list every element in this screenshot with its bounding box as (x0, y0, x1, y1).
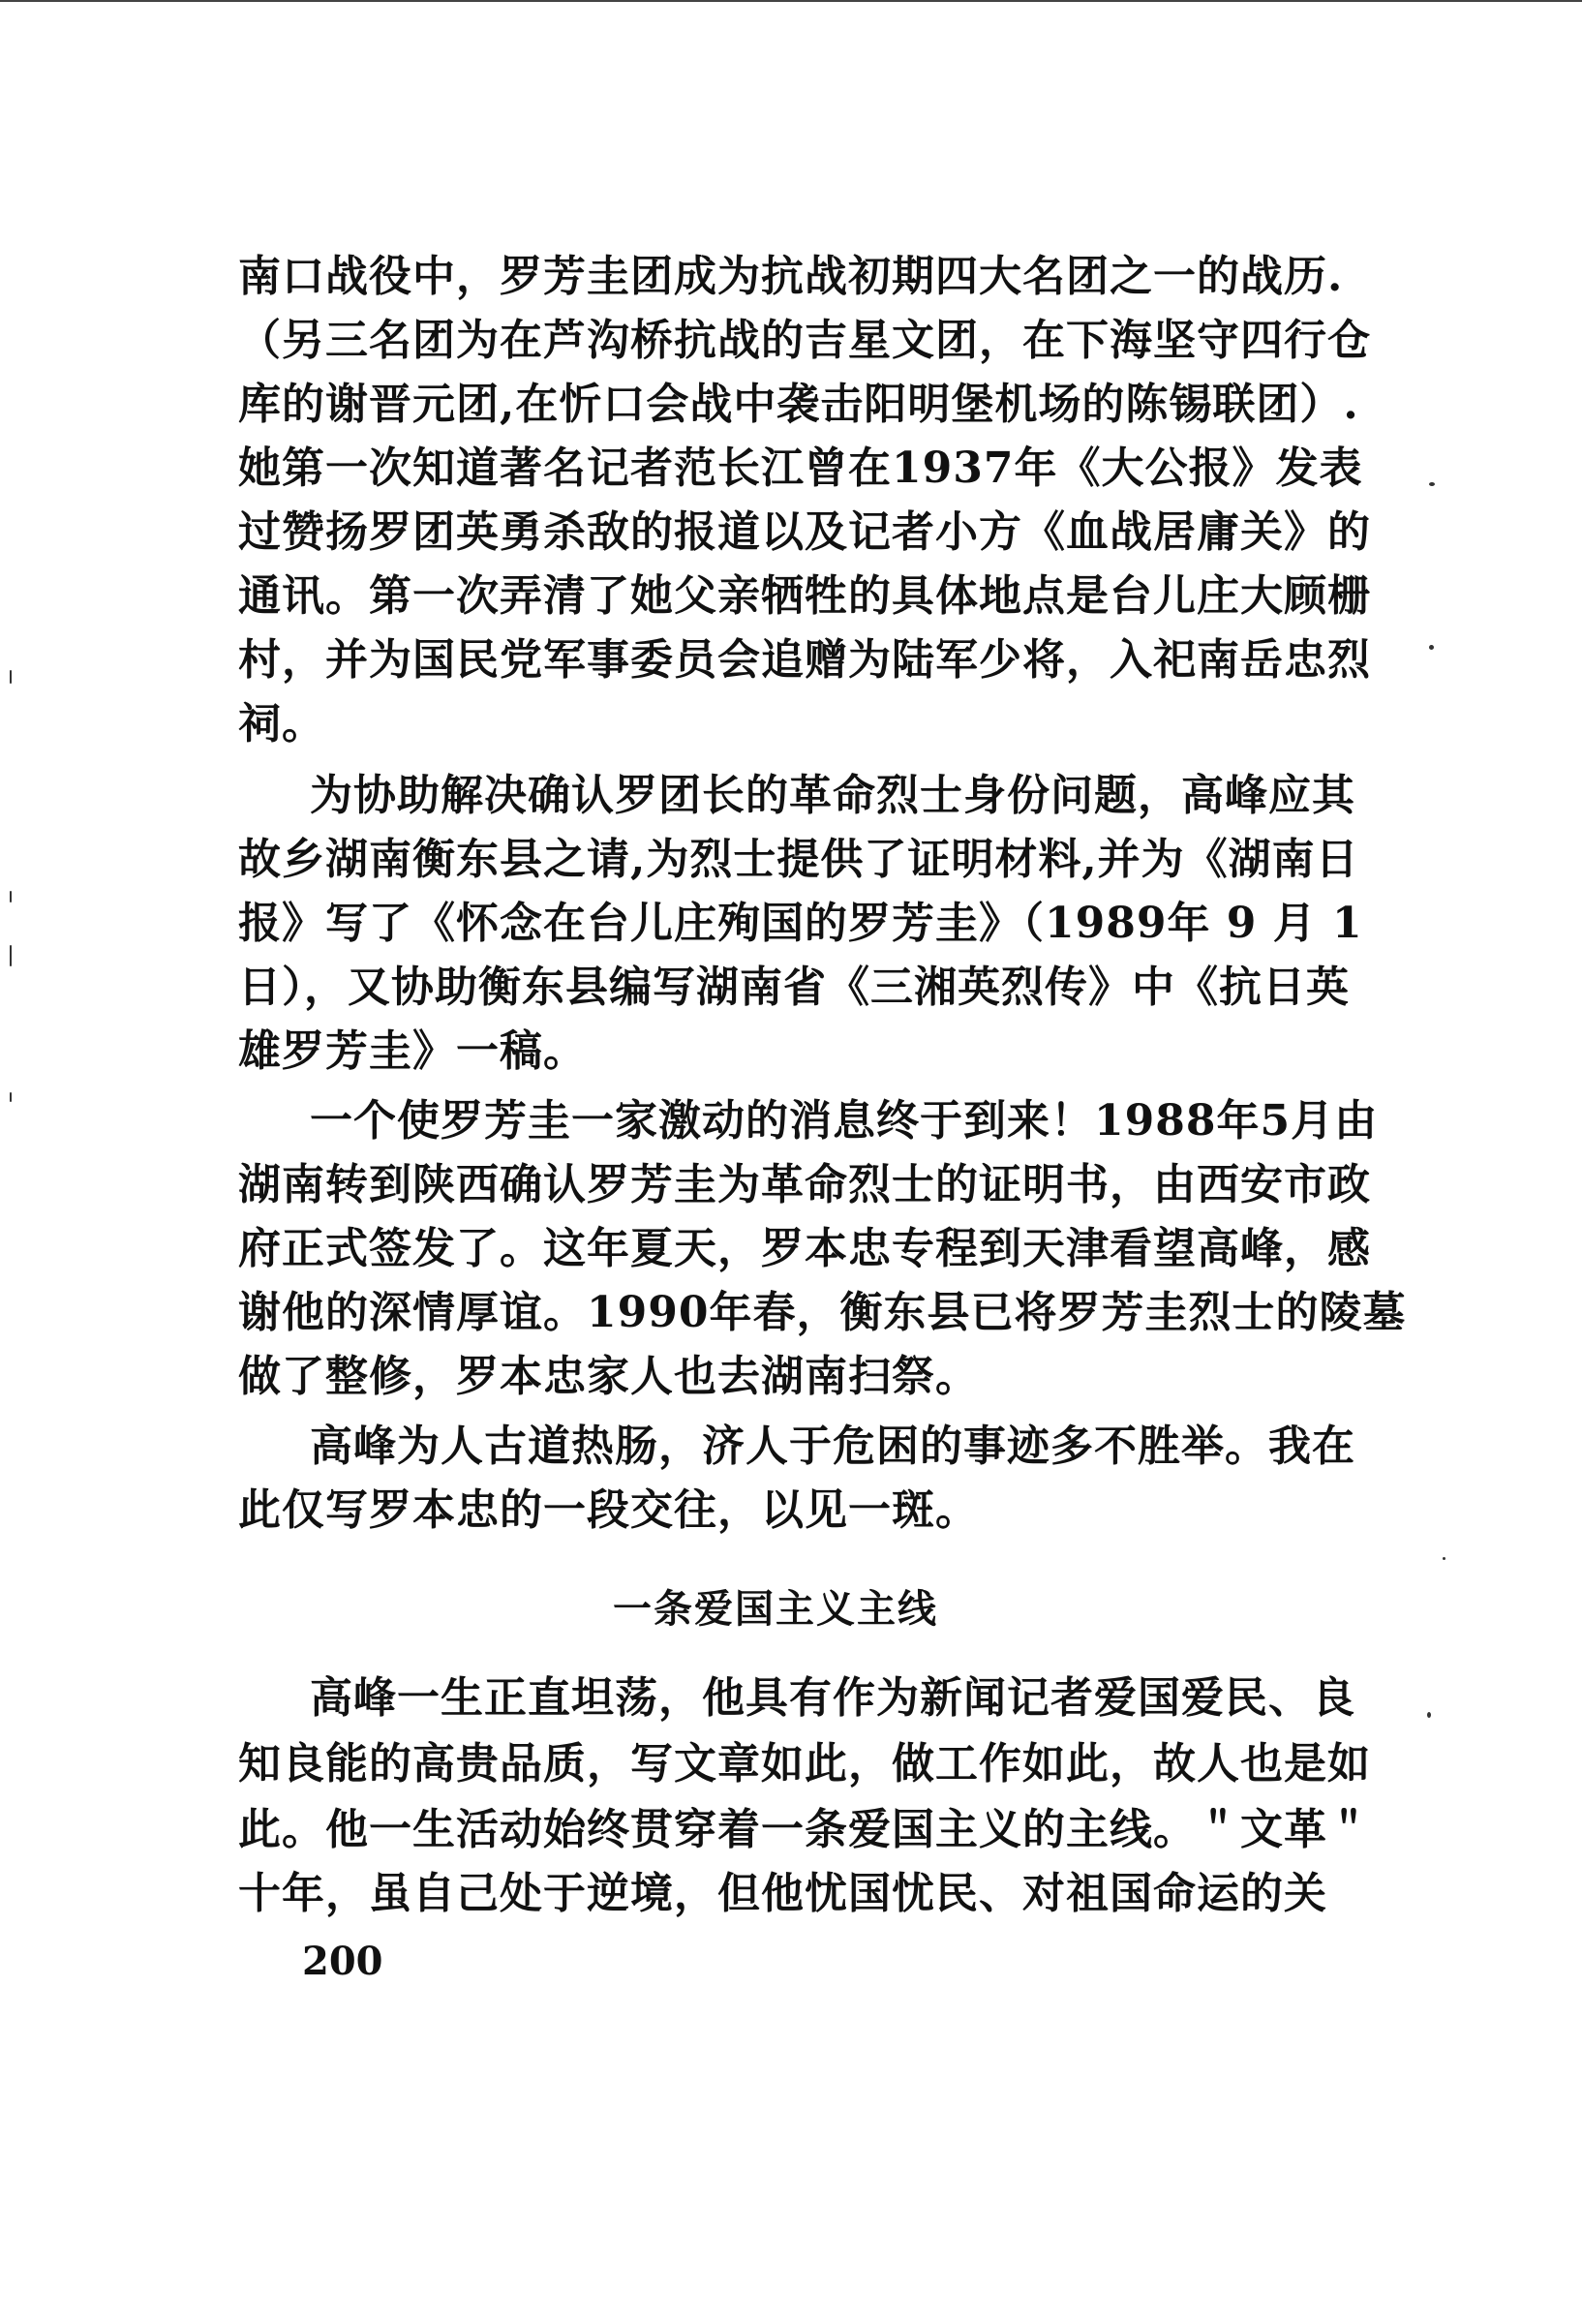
text-line: 雄罗芳圭》一稿。 (238, 1026, 587, 1076)
text-line: 报》写了《怀念在台儿庄殉国的罗芳圭》（1989年 9 月 1 (238, 899, 1363, 948)
scan-speck (1429, 645, 1434, 650)
text-line: 谢他的深情厚谊。1990年春，衡东县已将罗芳圭烈士的陵墓 (238, 1288, 1407, 1337)
page-number: 200 (302, 1939, 383, 1984)
scan-speck (10, 945, 12, 966)
scan-speck (10, 891, 12, 902)
text-line: 高峰一生正直坦荡，他具有作为新闻记者爱国爱民、良 (310, 1673, 1355, 1723)
text-line: （另三名团为在芦沟桥抗战的吉星文团，在下海坚守四行仓 (238, 316, 1371, 365)
scan-speck (1427, 1712, 1431, 1718)
text-line: 十年，虽自己处于逆境，但他忧国忧民、对祖国命运的关 (238, 1869, 1327, 1918)
text-line: 库的谢晋元团,在忻口会战中袭击阳明堡机场的陈锡联团）. (238, 380, 1359, 429)
text-line: 过赞扬罗团英勇杀敌的报道以及记者小方《血战居庸关》的 (238, 507, 1371, 557)
text-line: 知良能的高贵品质，写文章如此，做工作如此，故人也是如 (238, 1739, 1371, 1789)
scan-speck (1429, 482, 1435, 486)
text-line: 府正式签发了。这年夏天，罗本忠专程到天津看望高峰，感 (238, 1224, 1371, 1273)
text-line: 做了整修，罗本忠家人也去湖南扫祭。 (238, 1352, 979, 1401)
text-line: 故乡湖南衡东县之请,为烈士提供了证明材料,并为《湖南日 (238, 835, 1359, 884)
section-heading: 一条爱国主义主线 (613, 1587, 938, 1632)
text-line: 她第一次知道著名记者范长江曾在1937年《大公报》发表 (238, 443, 1363, 493)
text-line: 南口战役中，罗芳圭团成为抗战初期四大名团之一的战历. (238, 252, 1344, 301)
scan-speck (10, 670, 12, 684)
text-line: 日），又协助衡东县编写湖南省《三湘英烈传》中《抗日英 (238, 963, 1350, 1012)
text-line: 此。他一生活动始终贯穿着一条爱国主义的主线。＂文革＂ (238, 1805, 1371, 1854)
text-line: 村，并为国民党军事委员会追赠为陆军少将，入祀南岳忠烈 (238, 635, 1371, 685)
text-line: 祠。 (238, 699, 325, 749)
text-line: 此仅写罗本忠的一段交往，以见一斑。 (238, 1485, 979, 1535)
scan-speck (10, 1092, 12, 1102)
text-line: 高峰为人古道热肠，济人于危困的事迹多不胜举。我在 (310, 1422, 1355, 1471)
text-line: 湖南转到陕西确认罗芳圭为革命烈士的证明书，由西安市政 (238, 1160, 1371, 1209)
scan-speck (1443, 1557, 1445, 1560)
text-line: 通讯。第一次弄清了她父亲牺牲的具体地点是台儿庄大顾栅 (238, 571, 1371, 621)
text-line: 为协助解决确认罗团长的革命烈士身份问题，高峰应其 (310, 771, 1355, 820)
text-line: 一个使罗芳圭一家激动的消息终于到来！1988年5月由 (310, 1096, 1379, 1146)
